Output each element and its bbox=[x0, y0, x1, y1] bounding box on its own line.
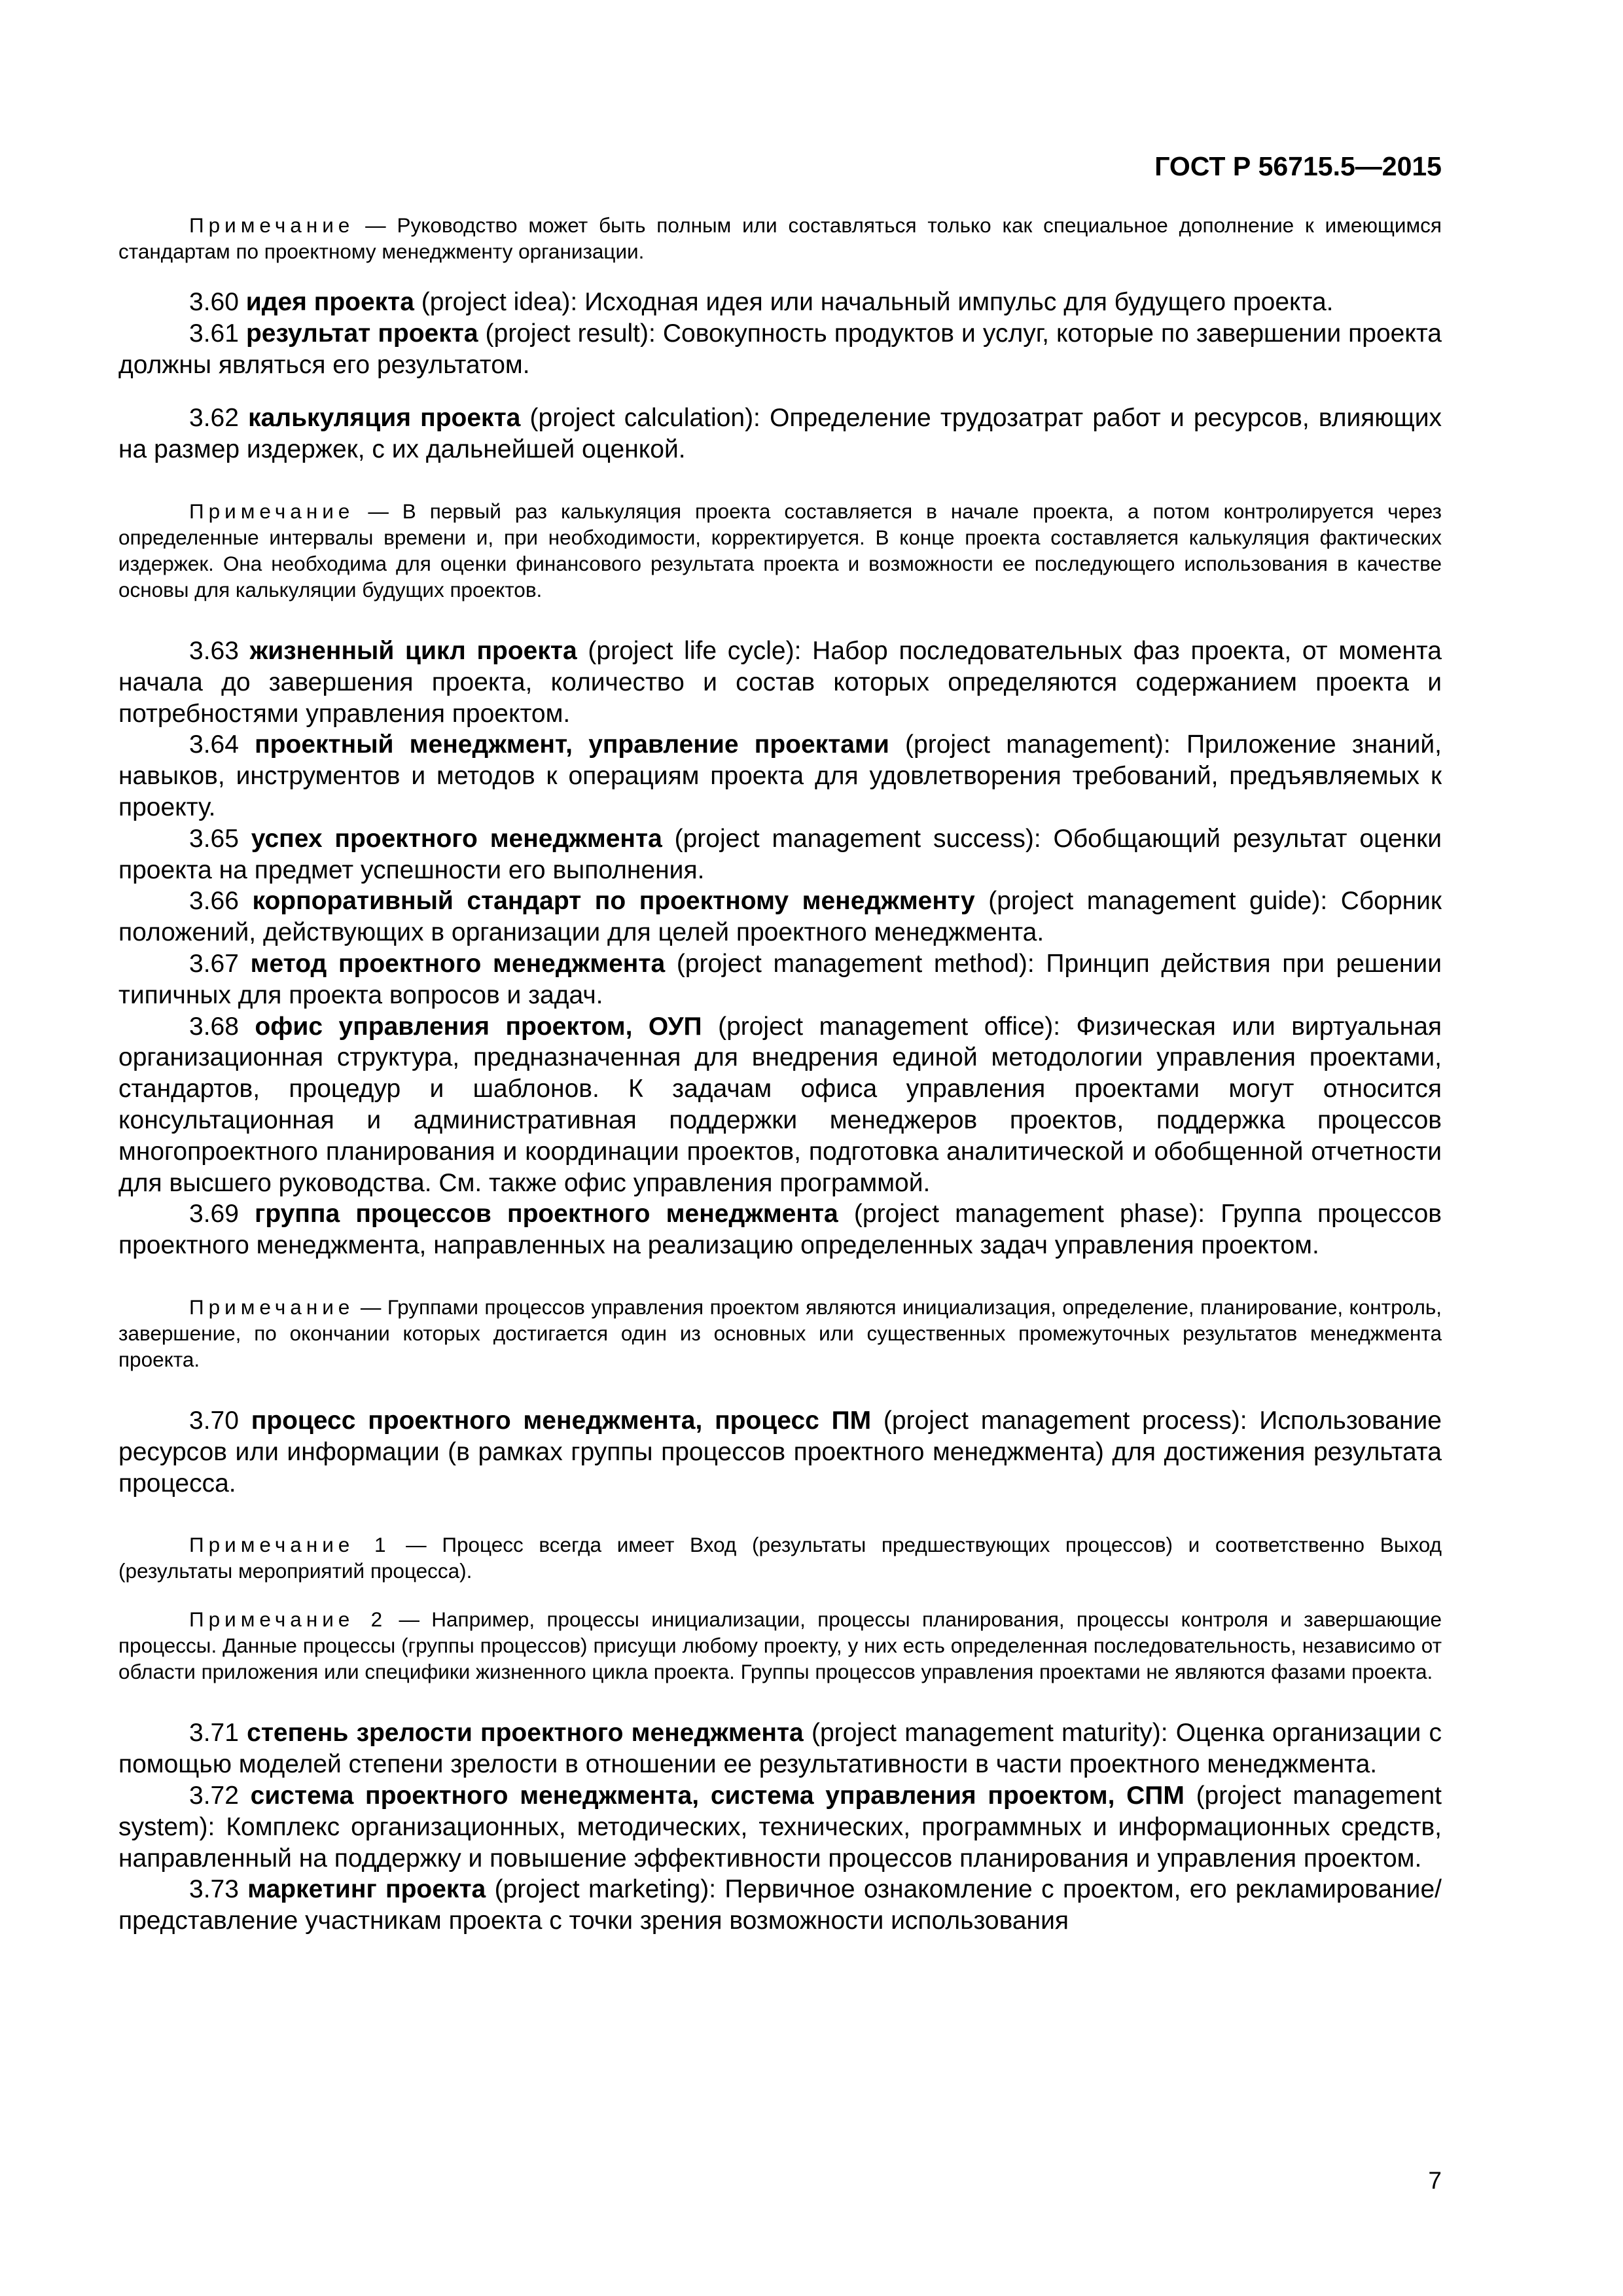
term-title: успех проектного менеджмента bbox=[251, 824, 662, 853]
term-definition: (project life cycle): Набор последовательных фаз проекта, от момента начала до завершения проекта, количество и состав которых определяются содержанием проекта и потребностями управления проектом. bbox=[118, 636, 1442, 728]
term-title: результат проекта bbox=[245, 319, 478, 348]
term-3-70 bbox=[118, 1405, 1442, 1499]
term-number: 3.64 bbox=[189, 730, 255, 759]
page-number: 7 bbox=[1428, 2167, 1442, 2194]
note-label: Примечание 1 bbox=[189, 1533, 391, 1557]
term-number: 3.71 bbox=[189, 1719, 247, 1748]
note-label: Примечание 2 bbox=[189, 1607, 387, 1632]
term-3-69 bbox=[118, 1198, 1442, 1261]
term-definition: (project management method): Принцип действия при решении типичных для проекта вопросов и задач. bbox=[118, 949, 1442, 1009]
term-3-68 bbox=[118, 1011, 1442, 1199]
note-text: — Группами процессов управления проектом являются инициализация, определение, планирование, контроль, завершение, по окончании которых достигается один из основных или существенных промежуточных результатов менеджмента проекта. bbox=[118, 1295, 1442, 1371]
note-block bbox=[118, 1294, 1442, 1372]
term-number: 3.69 bbox=[189, 1200, 255, 1229]
term-number: 3.66 bbox=[189, 887, 253, 916]
term-title: проектный менеджмент, управление проектами bbox=[255, 730, 889, 759]
term-title: калькуляция проекта bbox=[248, 404, 521, 433]
term-3-73 bbox=[118, 1874, 1442, 1937]
term-3-60 bbox=[118, 287, 1442, 318]
term-3-63 bbox=[118, 636, 1442, 729]
term-title: система проектного менеджмента, система управления проектом, СПМ bbox=[250, 1781, 1185, 1810]
term-3-61 bbox=[118, 318, 1442, 381]
term-definition: (project calculation): Определение трудозатрат работ и ресурсов, влияющих на размер издержек, с их дальнейшей оценкой. bbox=[118, 404, 1442, 464]
term-definition: (project result): Совокупность продуктов и услуг, которые по завершении проекта должны являться его результатом. bbox=[118, 319, 1442, 379]
term-number: 3.60 bbox=[189, 288, 246, 316]
term-definition: (project management process): Использование ресурсов или информации (в рамках группы процессов проектного менеджмента) для достижения результата процесса. bbox=[118, 1406, 1442, 1498]
term-title: маркетинг проекта bbox=[247, 1875, 486, 1904]
term-number: 3.61 bbox=[189, 319, 246, 348]
note-text: — Например, процессы инициализации, процессы планирования, процессы контроля и завершающие процессы. Данные процессы (группы процессов) присущи любому проекту, у них есть определенная последовательность, независимо от области приложения или специфики жизненного цикла проекта. Группы процессов управления проектами не являются фазами проекта. bbox=[118, 1607, 1442, 1684]
term-3-62 bbox=[118, 403, 1442, 465]
term-number: 3.62 bbox=[189, 404, 249, 433]
note-label: Примечание bbox=[189, 499, 355, 523]
term-title: метод проектного менеджмента bbox=[250, 949, 666, 978]
term-title: идея проекта bbox=[245, 288, 414, 316]
term-title: процесс проектного менеджмента, процесс ПМ bbox=[251, 1406, 872, 1435]
term-title: группа процессов проектного менеджмента bbox=[255, 1200, 838, 1229]
note-block bbox=[118, 498, 1442, 603]
term-title: офис управления проектом, ОУП bbox=[255, 1012, 702, 1041]
term-definition: (project marketing): Первичное ознакомление с проектом, его рекламирование/представление участникам проекта с точки зрения возможности использования bbox=[118, 1875, 1442, 1935]
term-number: 3.70 bbox=[189, 1406, 251, 1435]
term-definition: (project management): Приложение знаний, навыков, инструментов и методов к операциям проекта для удовлетворения требований, предъявляемых к проекту. bbox=[118, 730, 1442, 821]
term-number: 3.72 bbox=[189, 1781, 251, 1810]
term-definition: (project management maturity): Оценка организации с помощью моделей степени зрелости в отношении ее результативности в части проектного менеджмента. bbox=[118, 1719, 1442, 1779]
note-block bbox=[118, 1532, 1442, 1584]
term-number: 3.67 bbox=[189, 949, 251, 978]
term-title: жизненный цикл проекта bbox=[249, 636, 577, 665]
term-number: 3.73 bbox=[189, 1875, 248, 1904]
term-3-67 bbox=[118, 948, 1442, 1011]
term-3-65 bbox=[118, 823, 1442, 886]
term-definition: (project management success): Обобщающий результат оценки проекта на предмет успешности его выполнения. bbox=[118, 824, 1442, 884]
note-block bbox=[118, 212, 1442, 264]
note-block bbox=[118, 1606, 1442, 1685]
term-definition: (project management office): Физическая или виртуальная организационная структура, предназначенная для внедрения единой методологии управления проектами, стандартов, процедур и шаблонов. К задачам офиса управления проектами могут относится консультационная и административная поддержки менеджеров проектов, поддержка процессов многопроектного планирования и координации проектов, подготовка аналитической и обобщенной отчетности для высшего руководства. См. также офис управления программой. bbox=[118, 1012, 1442, 1197]
term-3-64 bbox=[118, 729, 1442, 823]
term-definition: (project idea): Исходная идея или начальный импульс для будущего проекта. bbox=[414, 288, 1334, 316]
note-label: Примечание bbox=[189, 1295, 355, 1319]
term-number: 3.68 bbox=[189, 1012, 255, 1041]
document-page bbox=[118, 151, 1442, 1937]
note-text: — Руководство может быть полным или составляться только как специальное дополнение к имеющимся стандартам по проектному менеджменту организации. bbox=[118, 213, 1442, 263]
term-3-72 bbox=[118, 1780, 1442, 1874]
term-definition: (project management guide): Сборник положений, действующих в организации для целей проектного менеджмента. bbox=[118, 887, 1442, 947]
term-definition: (project management phase): Группа процессов проектного менеджмента, направленных на реализацию определенных задач управления проектом. bbox=[118, 1200, 1442, 1260]
term-definition: (project management system): Комплекс организационных, методических, технических, программных и информационных средств, направленный на поддержку и повышение эффективности процессов планирования и управления проектом. bbox=[118, 1781, 1442, 1873]
term-title: степень зрелости проектного менеджмента bbox=[247, 1719, 804, 1748]
document-header: ГОСТ Р 56715.5—2015 bbox=[1154, 151, 1442, 181]
term-3-66 bbox=[118, 886, 1442, 948]
term-3-71 bbox=[118, 1717, 1442, 1780]
term-title: корпоративный стандарт по проектному менеджменту bbox=[252, 887, 975, 916]
term-number: 3.65 bbox=[189, 824, 251, 853]
term-number: 3.63 bbox=[189, 636, 250, 665]
note-text: — В первый раз калькуляция проекта составляется в начале проекта, а потом контролируется через определенные интервалы времени и, при необходимости, корректируется. В конце проекта составляется калькуляция фактических издержек. Она необходима для оценки финансового результата проекта и возможности ее последующего использования в качестве основы для калькуляции будущих проектов. bbox=[118, 499, 1442, 601]
note-label: Примечание bbox=[189, 213, 355, 237]
note-text: — Процесс всегда имеет Вход (результаты предшествующих процессов) и соответственно Выход (результаты мероприятий процесса). bbox=[118, 1533, 1442, 1583]
